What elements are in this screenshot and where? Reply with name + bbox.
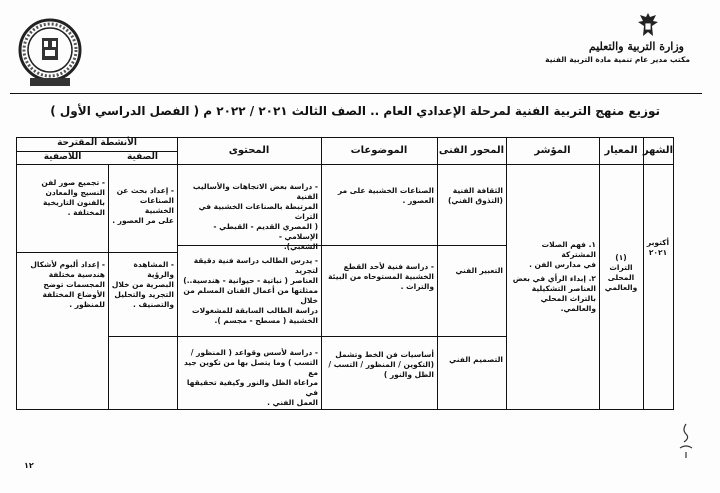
header-standard: المعيار [604,145,638,156]
content-3: - دراسة لأسس وقواعد ( المنظور / التسب ) وما يتصل بها من تكوين جيد مع مراعاة الظل والنور وكيفية تحقيقها في العمل الفني . [183,348,318,407]
handwritten-mark-icon [672,420,700,460]
content-2: - يدرس الطالب دراسة فنية دقيقة لتجريد العناصر ( نباتية - حيوانية - هندسية..) ممثلتها من أعمال الفنان المسلم من خلال دراسة الطالب السابقة للمشغولات الخشبية ( مسطح - مجسم ). [183,256,318,325]
classroom-activity-1: - إعداد بحث عن الصناعات الخشبية على مر العصور . [112,186,174,225]
content-1: - دراسة بعض الاتجاهات والأساليب الفنية المرتبطة بالصناعات الخشبية في التراث ( المصري القديم - القبطي - الإسلامي - الشعبي). [192,182,318,251]
topic-3: أساسيات فن الخط وتشمل (التكوين / المنظور / التسب / الظل والنور ) [328,350,434,379]
page-number: ١٢ [24,461,34,470]
header-topics: الموضوعات [350,145,408,156]
office-name: مكتب مدير عام تنمية مادة التربية الفنية [545,55,690,64]
ministry-name: وزارة التربية والتعليم [588,40,684,53]
topic-2: - دراسة فنية لأحد القطع الخشبية المستوحاه من البيئة والتراث . [328,262,434,291]
header-divider [10,93,702,94]
header-month: الشهر [642,145,673,156]
curriculum-table [16,137,674,410]
axis-1: الثقافة الفنية (التذوق الفني) [447,186,503,205]
header-classroom: الصفية [127,152,158,162]
extracurricular-activity-2: - إعداد ألبوم لأشكال هندسية مختلفة المجسمات توضح الأوضاع المختلفة للمنظور . [30,260,105,309]
topic-1: الصناعات الخشبية على مر العصور . [337,186,434,205]
school-seal-icon [14,16,86,88]
indicator-2: ٢. إبداء الرأي في بعض العناصر التشكيلية بالتراث المحلي والعالمي. [512,274,596,313]
header-extracurricular: اللاصفية [43,152,82,162]
header-indicator: المؤشر [534,145,571,156]
eagle-emblem-icon [636,12,660,38]
axis-2: التعبير الفني [455,266,503,275]
standard-cell: (١) التراث المحلى والعالمي [604,253,638,292]
classroom-activity-2: - المشاهدة والرؤية البصرية من خلال التجريد والتحليل والتصنيف . [111,260,174,309]
extracurricular-activity-1: - تجميع صور لفن النسيج والمعادن بالفنون التاريخية المختلفة . [41,178,105,217]
header-activities: الأنشطة المقترحة [57,138,137,148]
page-title: توزيع منهج التربية الفنية لمرحلة الإعدادي العام .. الصف الثالث ٢٠٢١ / ٢٠٢٢ م ( الفصل الدراسي الأول ) [50,104,660,118]
header-content: المحتوى [228,145,270,156]
indicator-1: ١. فهم الصلات المشتركة في مدارس الفن . [529,240,596,269]
month-cell: أكتوبر ٢٠٢١ [646,238,670,257]
header-axis: المحور الفنى [438,145,505,156]
ministry-header [540,12,690,64]
axis-3: التصميم الفني [449,355,503,364]
